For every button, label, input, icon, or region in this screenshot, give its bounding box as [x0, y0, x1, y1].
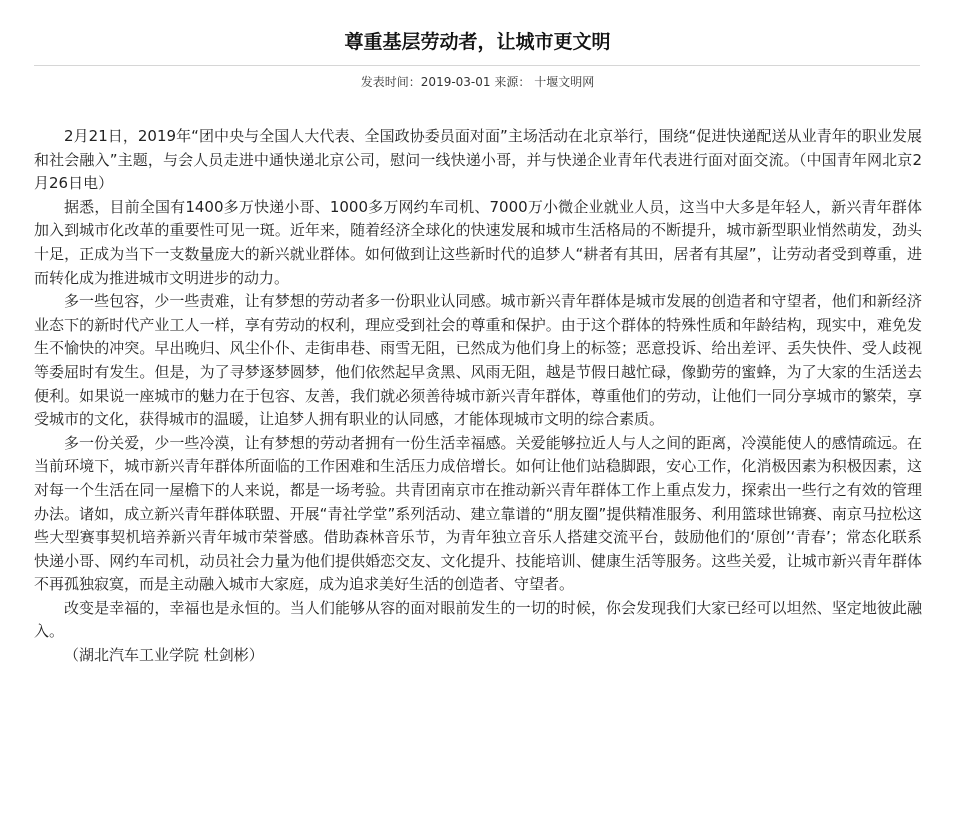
- source-label: 来源：: [490, 75, 535, 89]
- article-meta: [0, 73, 955, 91]
- paragraph-5: 改变是幸福的，幸福也是永恒的。当人们能够从容的面对眼前发生的一切的时候，你会发现我们大家已经可以坦然、坚定地彼此融入。: [34, 598, 922, 641]
- published-label: 发表时间：: [360, 75, 421, 89]
- source-name: 十堰文明网: [534, 75, 595, 89]
- article-body: [34, 125, 922, 668]
- paragraph-4: 多一份关爱，少一些冷漠，让有梦想的劳动者拥有一份生活幸福感。关爱能够拉近人与人之间的距离，冷漠能使人的感情疏远。在当前环境下，城市新兴青年群体所面临的工作困难和生活压力成倍增长。如何让他们站稳脚跟，安心工作，化消极因素为积极因素，这对每一个生活在同一屋檐下的人来说，都是一场考验。共青团南京市在推动新兴青年群体工作上重点发力，探索出一些行之有效的管理办法。诸如，成立新兴青年群体联盟、开展“青社学堂”系列活动、建立靠谱的“朋友圈”提供精准服务、利用篮球世锦赛、南京马拉松这些大型赛事契机培养新兴青年城市荣誉感。借助森林音乐节，为青年独立音乐人搭建交流平台，鼓励他们的‘原创’‘青春’；常态化联系快递小哥、网约车司机，动员社会力量为他们提供婚恋交友、文化提升、技能培训、健康生活等服务。这些关爱，让城市新兴青年群体不再孤独寂寞，而是主动融入城市大家庭，成为追求美好生活的创造者、守望者。: [34, 433, 922, 594]
- paragraph-2: 据悉，目前全国有1400多万快递小哥、1000多万网约车司机、7000万小微企业就业人员，这当中大多是年轻人，新兴青年群体加入到城市化改革的重要性可见一斑。近年来，随着经济全球化的快速发展和城市生活格局的不断提升，城市新型职业悄然萌发，劲头十足，正成为当下一支数量庞大的新兴就业群体。如何做到让这些新时代的追梦人“耕者有其田，居者有其屋”，让劳动者受到尊重，进而转化成为推进城市文明进步的动力。: [34, 197, 922, 287]
- article-title: 尊重基层劳动者，让城市更文明: [344, 31, 611, 53]
- published-date: 2019-03-01: [420, 75, 491, 89]
- paragraph-1: 2月21日，2019年“团中央与全国人大代表、全国政协委员面对面”主场活动在北京举行，围绕“促进快递配送从业青年的职业发展和社会融入”主题，与会人员走进中通快递北京公司，慰问一线快递小哥，并与快递企业青年代表进行面对面交流。（中国青年网北京2月26日电）: [34, 127, 922, 193]
- author-byline: （湖北汽车工业学院 杜剑彬）: [64, 646, 264, 665]
- paragraph-3: 多一些包容，少一些责难，让有梦想的劳动者多一份职业认同感。城市新兴青年群体是城市发展的创造者和守望者，他们和新经济业态下的新时代产业工人一样，享有劳动的权利，理应受到社会的尊重和保护。由于这个群体的特殊性质和年龄结构，现实中，难免发生不愉快的冲突。早出晚归、风尘仆仆、走街串巷、雨雪无阻，已然成为他们身上的标签；恶意投诉、给出差评、丢失快件、受人歧视等委屈时有发生。但是，为了寻梦逐梦圆梦，他们依然起早贪黑、风雨无阻，越是节假日越忙碌，像勤劳的蜜蜂，为了大家的生活送去便利。如果说一座城市的魅力在于包容、友善，我们就必须善待城市新兴青年群体，尊重他们的劳动，让他们一同分享城市的繁荣，享受城市的文化，获得城市的温暖，让追梦人拥有职业的认同感，才能体现城市文明的综合素质。: [34, 292, 922, 429]
- title-divider: [34, 65, 920, 66]
